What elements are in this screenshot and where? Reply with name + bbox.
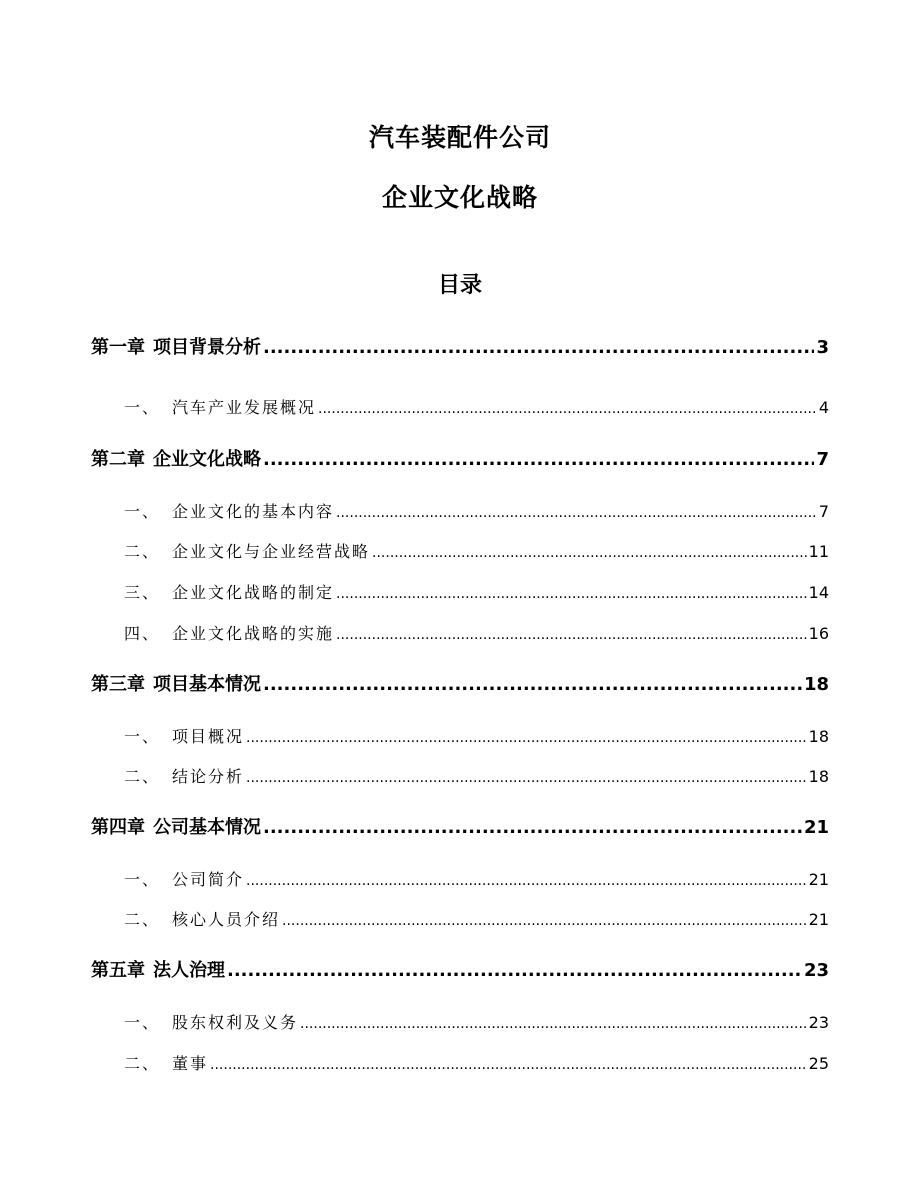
toc-entry-number: 一、 (124, 398, 161, 417)
toc-chapter-1[interactable] (91, 335, 829, 361)
toc-dot-leader (246, 765, 807, 790)
toc-section-5-2[interactable] (91, 1052, 829, 1077)
toc-dot-leader (300, 1011, 807, 1036)
toc-entry-number: 二、 (124, 910, 161, 929)
toc-page-number: 16 (808, 624, 829, 643)
toc-entry-number: 二、 (124, 542, 161, 561)
toc-page-number: 14 (808, 583, 829, 602)
toc-page-number: 4 (818, 398, 829, 417)
toc-entry-title: 企业文化与企业经营战略 (172, 542, 371, 561)
toc-section-1-1[interactable] (91, 396, 829, 421)
toc-page-number: 21 (808, 870, 829, 889)
toc-entry-number: 第四章 (91, 817, 145, 838)
toc-dot-leader (336, 500, 817, 525)
toc-page-number: 18 (808, 767, 829, 786)
toc-entry-title: 股东权利及义务 (172, 1013, 299, 1032)
toc-entry-title: 项目背景分析 (153, 337, 261, 358)
toc-chapter-3[interactable] (91, 672, 829, 698)
toc-section-3-2[interactable] (91, 765, 829, 790)
toc-page-number: 21 (803, 817, 829, 838)
toc-section-4-2[interactable] (91, 908, 829, 933)
toc-section-2-3[interactable] (91, 581, 829, 606)
document-subtitle: 企业文化战略 (381, 183, 538, 212)
toc-dot-leader (263, 447, 814, 473)
toc-entry-number: 第五章 (91, 960, 145, 981)
toc-dot-leader (336, 581, 807, 606)
toc-section-4-1[interactable] (91, 868, 829, 893)
toc-section-2-2[interactable] (91, 540, 829, 565)
toc-entry-title: 企业文化战略的实施 (172, 624, 335, 643)
toc-dot-leader (318, 396, 817, 421)
toc-dot-leader (263, 815, 802, 841)
toc-page-number: 3 (816, 337, 829, 358)
toc-entry-title: 企业文化战略 (153, 449, 261, 470)
toc-entry-title: 结论分析 (172, 767, 245, 786)
toc-dot-leader (246, 725, 807, 750)
toc-page-number: 18 (803, 674, 829, 695)
toc-entry-title: 项目概况 (172, 727, 245, 746)
toc-entry-number: 一、 (124, 727, 161, 746)
toc-entry-number: 一、 (124, 502, 161, 521)
toc-entry-title: 公司简介 (172, 870, 245, 889)
toc-section-5-1[interactable] (91, 1011, 829, 1036)
toc-entry-title: 汽车产业发展概况 (172, 398, 317, 417)
toc-page-number: 7 (816, 449, 829, 470)
toc-entry-number: 三、 (124, 583, 161, 602)
toc-page-number: 23 (808, 1013, 829, 1032)
toc-dot-leader (263, 335, 814, 361)
toc-section-2-1[interactable] (91, 500, 829, 525)
toc-section-2-4[interactable] (91, 622, 829, 647)
toc-heading: 目录 (437, 273, 482, 298)
toc-dot-leader (210, 1052, 807, 1077)
toc-chapter-2[interactable] (91, 447, 829, 473)
toc-entry-title: 公司基本情况 (153, 817, 261, 838)
toc-entry-number: 第一章 (91, 337, 145, 358)
toc-entry-number: 四、 (124, 624, 161, 643)
toc-page-number: 18 (808, 727, 829, 746)
toc-page-number: 7 (818, 502, 829, 521)
toc-entry-number: 一、 (124, 1013, 161, 1032)
toc-dot-leader (227, 958, 802, 984)
toc-dot-leader (372, 540, 807, 565)
toc-section-3-1[interactable] (91, 725, 829, 750)
toc-entry-number: 一、 (124, 870, 161, 889)
toc-entry-title: 企业文化的基本内容 (172, 502, 335, 521)
toc-chapter-5[interactable] (91, 958, 829, 984)
toc-dot-leader (282, 908, 807, 933)
toc-entry-title: 企业文化战略的制定 (172, 583, 335, 602)
toc-entry-title: 董事 (172, 1054, 209, 1073)
toc-entry-title: 法人治理 (153, 960, 225, 981)
toc-page-number: 11 (808, 542, 829, 561)
document-title: 汽车装配件公司 (368, 123, 551, 152)
toc-entry-title: 项目基本情况 (153, 674, 261, 695)
toc-dot-leader (336, 622, 807, 647)
toc-chapter-4[interactable] (91, 815, 829, 841)
toc-entry-number: 第三章 (91, 674, 145, 695)
toc-entry-number: 二、 (124, 767, 161, 786)
toc-page-number: 23 (803, 960, 829, 981)
toc-entry-number: 二、 (124, 1054, 161, 1073)
toc-entry-number: 第二章 (91, 449, 145, 470)
toc-dot-leader (246, 868, 807, 893)
toc-entry-title: 核心人员介绍 (172, 910, 281, 929)
toc-page-number: 21 (808, 910, 829, 929)
toc-dot-leader (263, 672, 802, 698)
toc-page-number: 25 (808, 1054, 829, 1073)
